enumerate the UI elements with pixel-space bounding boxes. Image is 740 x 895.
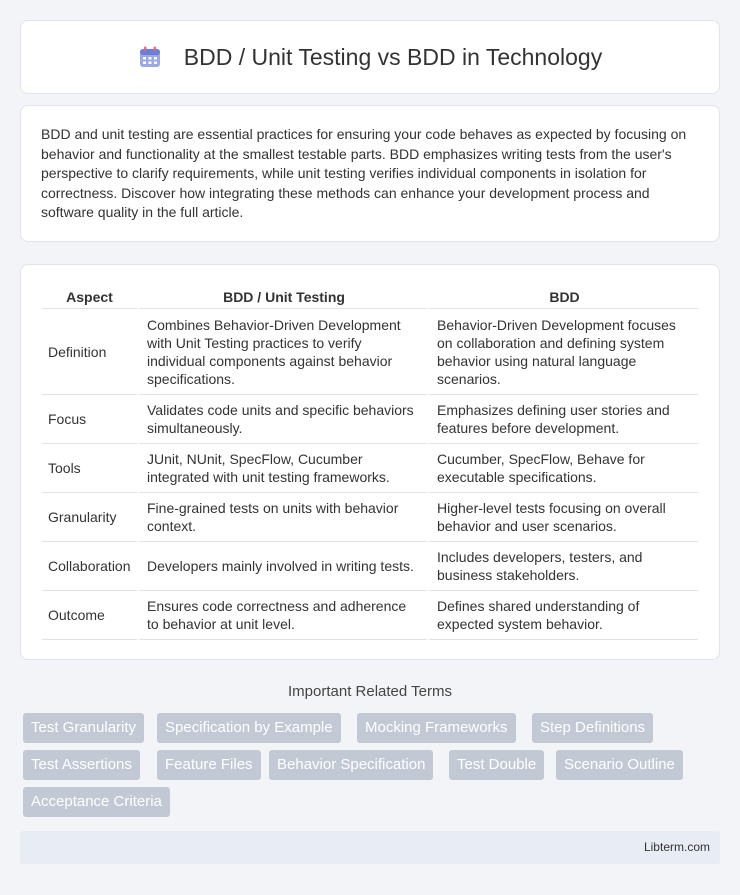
- row-aspect: Definition: [42, 309, 137, 395]
- tag-test-assertions[interactable]: Test Assertions: [23, 750, 140, 780]
- table-row: [42, 542, 698, 591]
- row-bdd-unit-testing: Ensures code correctness and adherence to behavior at unit level.: [137, 591, 427, 640]
- table-row: [42, 493, 698, 542]
- row-aspect: Collaboration: [42, 542, 137, 591]
- row-bdd-unit-testing: JUnit, NUnit, SpecFlow, Cucumber integrated with unit testing frameworks.: [137, 444, 427, 493]
- row-bdd: Includes developers, testers, and business stakeholders.: [427, 542, 698, 591]
- tag-acceptance-criteria[interactable]: Acceptance Criteria: [23, 787, 170, 817]
- tag-specification-by-example[interactable]: Specification by Example: [157, 713, 341, 743]
- calendar-icon: [138, 45, 162, 69]
- tag-scenario-outline[interactable]: Scenario Outline: [556, 750, 683, 780]
- table-row: [42, 309, 698, 395]
- table-row: [42, 591, 698, 640]
- table-row: [42, 395, 698, 444]
- row-bdd: Higher-level tests focusing on overall behavior and user scenarios.: [427, 493, 698, 542]
- comparison-table: [42, 287, 698, 640]
- table-header-row: [42, 287, 698, 309]
- header-bdd: BDD: [427, 287, 698, 309]
- tag-step-definitions[interactable]: Step Definitions: [532, 713, 653, 743]
- tag-feature-files[interactable]: Feature Files: [157, 750, 261, 780]
- header-card: [20, 20, 720, 94]
- tag-behavior-specification[interactable]: Behavior Specification: [269, 750, 433, 780]
- intro-card: [20, 105, 720, 242]
- table-row: [42, 444, 698, 493]
- row-bdd-unit-testing: Fine-grained tests on units with behavior context.: [137, 493, 427, 542]
- tag-test-double[interactable]: Test Double: [449, 750, 544, 780]
- row-aspect: Tools: [42, 444, 137, 493]
- row-aspect: Focus: [42, 395, 137, 444]
- row-bdd: Behavior-Driven Development focuses on collaboration and defining system behavior using natural language scenarios.: [427, 309, 698, 395]
- row-aspect: Outcome: [42, 591, 137, 640]
- comparison-card: [20, 264, 720, 660]
- header-bdd-unit-testing: BDD / Unit Testing: [137, 287, 427, 309]
- related-terms-title: Important Related Terms: [288, 683, 452, 700]
- intro-text: BDD and unit testing are essential practices for ensuring your code behaves as expected by focusing on behavior and functionality at the smallest testable parts. BDD emphasizes writing tests from the user's perspective to clarify requirements, while unit testing verifies individual components in isolation for correctness. Discover how integrating these methods can enhance your development process and software quality in the full article.: [41, 126, 687, 220]
- row-aspect: Granularity: [42, 493, 137, 542]
- row-bdd-unit-testing: Validates code units and specific behaviors simultaneously.: [137, 395, 427, 444]
- header-aspect: Aspect: [42, 287, 137, 309]
- row-bdd: Defines shared understanding of expected system behavior.: [427, 591, 698, 640]
- footer-site-link[interactable]: Libterm.com: [643, 840, 710, 854]
- footer: [20, 831, 720, 864]
- row-bdd: Emphasizes defining user stories and features before development.: [427, 395, 698, 444]
- tag-test-granularity[interactable]: Test Granularity: [23, 713, 144, 743]
- page-title: BDD / Unit Testing vs BDD in Technology: [183, 43, 603, 70]
- tag-mocking-frameworks[interactable]: Mocking Frameworks: [357, 713, 516, 743]
- row-bdd-unit-testing: Combines Behavior-Driven Development with Unit Testing practices to verify individual components against behavior specifications.: [137, 309, 427, 395]
- row-bdd: Cucumber, SpecFlow, Behave for executable specifications.: [427, 444, 698, 493]
- row-bdd-unit-testing: Developers mainly involved in writing tests.: [137, 542, 427, 591]
